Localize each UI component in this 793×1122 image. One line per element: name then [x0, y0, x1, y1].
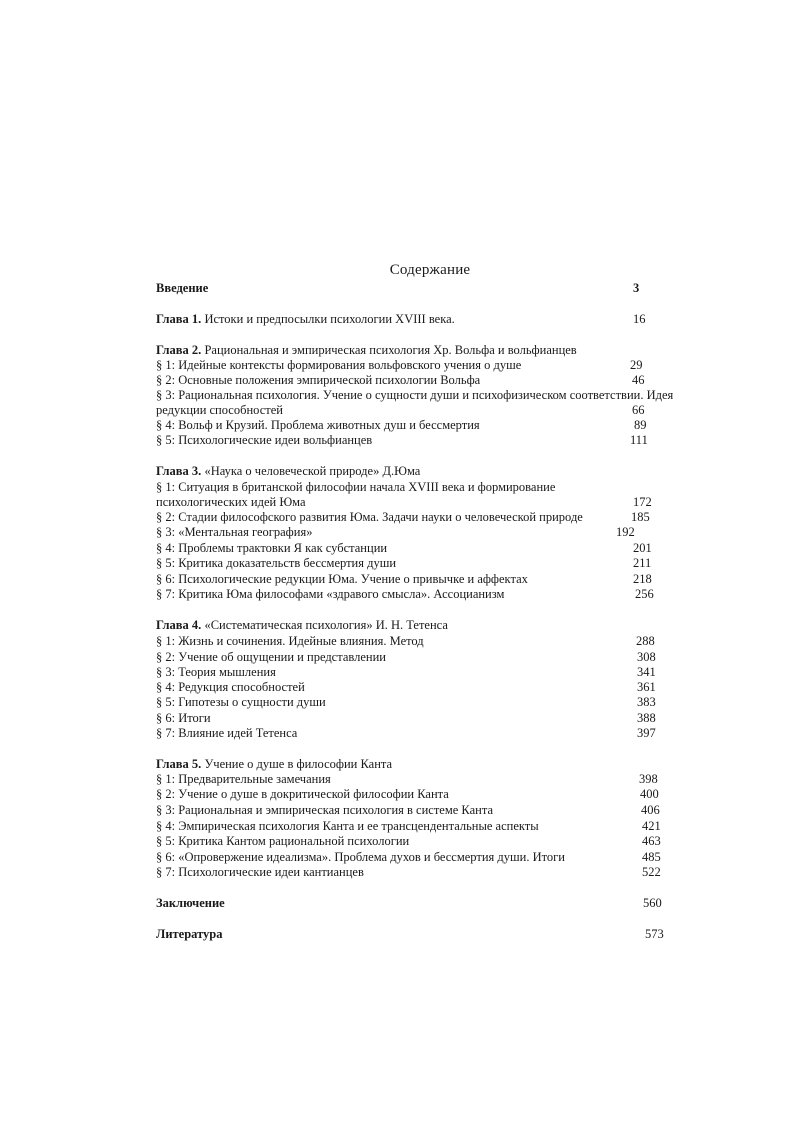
ch4-section-3-page: 341: [637, 665, 656, 679]
chapter-4-label: Глава 4.: [156, 618, 202, 632]
ch4-section-2-page: 308: [637, 650, 656, 664]
chapter-1-label: Глава 1.: [156, 312, 202, 326]
conclusion-label: Заключение: [156, 896, 225, 910]
ch5-section-6-page: 485: [642, 850, 661, 864]
ch4-section-7-page: 397: [637, 726, 656, 740]
ch4-section-1-page: 288: [636, 634, 655, 648]
chapter-5-title: Учение о душе в философии Канта: [201, 757, 393, 771]
chapter-4-title: «Систематическая психология» И. Н. Тетенса: [201, 618, 448, 632]
ch5-section-1-page: 398: [639, 772, 658, 786]
ch5-section-5: § 5: Критика Кантом рациональной психологии: [156, 834, 410, 848]
ch3-section-6: § 6: Психологические редукции Юма. Учение о привычке и аффектах: [156, 572, 528, 586]
ch2-section-2: § 2: Основные положения эмпирической психологии Вольфа: [156, 373, 481, 387]
ch4-section-1: § 1: Жизнь и сочинения. Идейные влияния. Метод: [156, 634, 424, 648]
chapter-5-label: Глава 5.: [156, 757, 202, 771]
chapter-3-label: Глава 3.: [156, 464, 202, 478]
ch5-section-3-page: 406: [641, 803, 660, 817]
intro-label: Введение: [156, 281, 209, 295]
ch4-section-2: § 2: Учение об ощущении и представлении: [156, 650, 386, 664]
ch4-section-6-page: 388: [637, 711, 656, 725]
conclusion-page: 560: [643, 896, 662, 910]
ch2-section-3-cont: редукции способностей: [156, 403, 283, 417]
ch4-section-6: § 6: Итоги: [156, 711, 211, 725]
ch2-section-5-page: 111: [630, 433, 648, 447]
chapter-2-title: Рациональная и эмпирическая психология Хр. Вольфа и вольфианцев: [201, 343, 577, 357]
ch5-section-1: § 1: Предварительные замечания: [156, 772, 331, 786]
ch4-section-4: § 4: Редукция способностей: [156, 680, 305, 694]
literature-page: 573: [645, 927, 664, 941]
ch5-section-5-page: 463: [642, 834, 661, 848]
ch2-section-3: § 3: Рациональная психология. Учение о сущности души и психофизическом соответствии. Идея: [156, 388, 674, 402]
ch5-section-2-page: 400: [640, 787, 659, 801]
ch5-section-7: § 7: Психологические идеи кантианцев: [156, 865, 364, 879]
ch2-section-4: § 4: Вольф и Крузий. Проблема животных душ и бессмертия: [156, 418, 480, 432]
ch4-section-5-page: 383: [637, 695, 656, 709]
chapter-5-heading: [156, 757, 392, 772]
ch3-section-4-page: 201: [633, 541, 652, 555]
ch5-section-4-page: 421: [642, 819, 661, 833]
ch2-section-1-page: 29: [630, 358, 643, 372]
ch5-section-7-page: 522: [642, 865, 661, 879]
ch5-section-4: § 4: Эмпирическая психология Канта и ее трансцендентальные аспекты: [156, 819, 539, 833]
ch2-section-2-page: 46: [632, 373, 645, 387]
chapter-2-heading: [156, 343, 577, 358]
ch3-section-4: § 4: Проблемы трактовки Я как субстанции: [156, 541, 388, 555]
ch4-section-5: § 5: Гипотезы о сущности души: [156, 695, 326, 709]
ch4-section-7: § 7: Влияние идей Тетенса: [156, 726, 298, 740]
chapter-1-title: Истоки и предпосылки психологии XVIII века.: [201, 312, 455, 326]
ch2-section-1: § 1: Идейные контексты формирования вольфовского учения о душе: [156, 358, 522, 372]
ch4-section-3: § 3: Теория мышления: [156, 665, 276, 679]
ch2-section-3-page: 66: [632, 403, 645, 417]
chapter-4-heading: [156, 618, 448, 633]
ch3-section-3: § 3: «Ментальная география»: [156, 525, 313, 539]
ch3-section-7: § 7: Критика Юма философами «здравого смысла». Ассоцианизм: [156, 587, 505, 601]
ch5-section-2: § 2: Учение о душе в докритической философии Канта: [156, 787, 449, 801]
intro-page: 3: [633, 281, 640, 295]
chapter-1-heading: [156, 312, 455, 327]
ch3-section-6-page: 218: [633, 572, 652, 586]
ch5-section-3: § 3: Рациональная и эмпирическая психология в системе Канта: [156, 803, 493, 817]
ch3-section-2-page: 185: [631, 510, 650, 524]
ch3-section-1-page: 172: [633, 495, 652, 509]
chapter-3-heading: [156, 464, 420, 479]
ch5-section-6: § 6: «Опровержение идеализма». Проблема духов и бессмертия души. Итоги: [156, 850, 565, 864]
ch3-section-2: § 2: Стадии философского развития Юма. Задачи науки о человеческой природе: [156, 510, 583, 524]
literature-label: Литература: [156, 927, 223, 941]
ch3-section-1: § 1: Ситуация в британской философии начала XVIII века и формирование: [156, 480, 556, 494]
ch4-section-4-page: 361: [637, 680, 656, 694]
chapter-3-title: «Наука о человеческой природе» Д.Юма: [201, 464, 421, 478]
ch3-section-1-cont: психологических идей Юма: [156, 495, 306, 509]
ch3-section-5: § 5: Критика доказательств бессмертия души: [156, 556, 397, 570]
ch2-section-5: § 5: Психологические идеи вольфианцев: [156, 433, 373, 447]
toc-title: Содержание: [389, 262, 471, 278]
ch3-section-7-page: 256: [635, 587, 654, 601]
chapter-1-page: 16: [633, 312, 646, 326]
ch2-section-4-page: 89: [634, 418, 647, 432]
chapter-2-label: Глава 2.: [156, 343, 202, 357]
ch3-section-3-page: 192: [616, 525, 635, 539]
ch3-section-5-page: 211: [633, 556, 652, 570]
